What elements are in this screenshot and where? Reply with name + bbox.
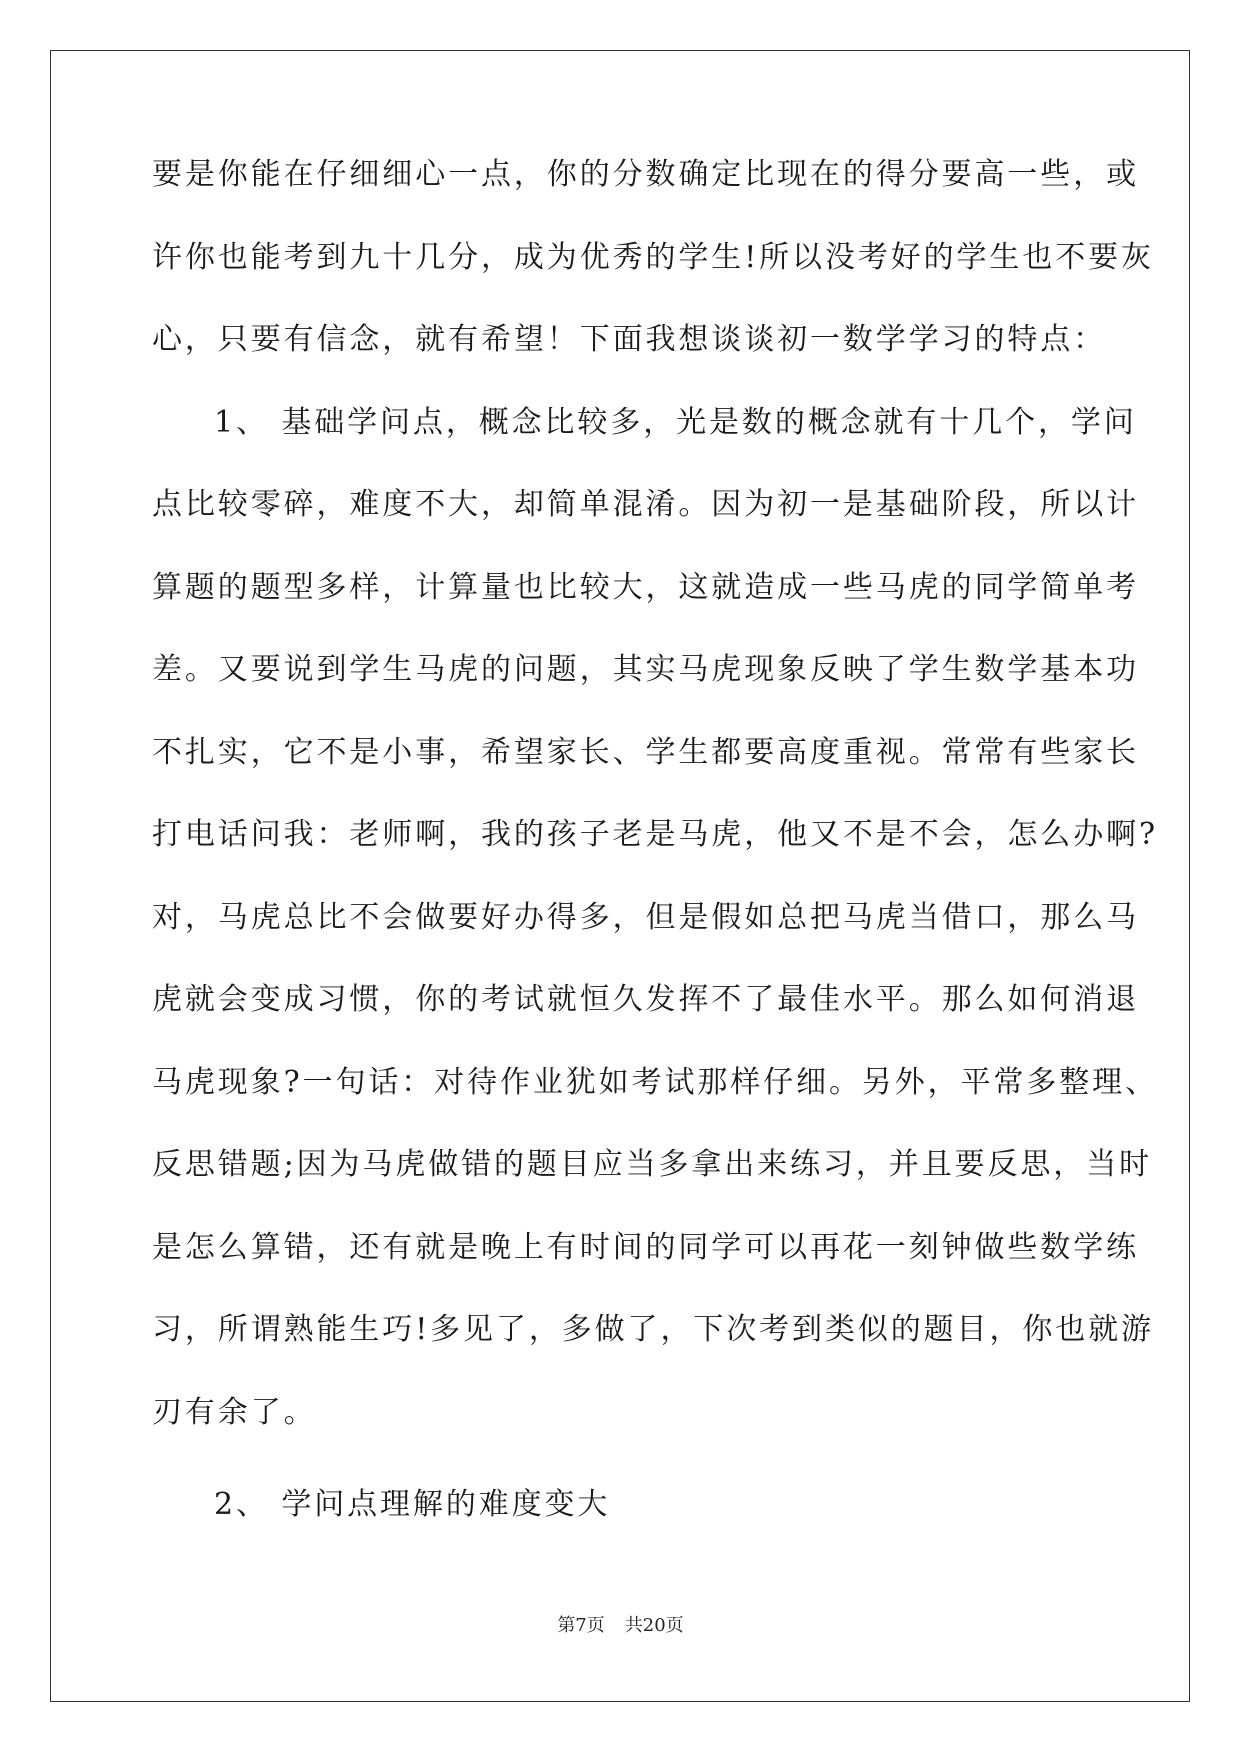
- text-line: 点比较零碎，难度不大，却简单混淆。因为初一是基础阶段，所以计: [152, 487, 1139, 522]
- text-line: 刃有余了。: [152, 1394, 317, 1430]
- text-line: 要是你能在仔细细心一点，你的分数确定比现在的得分要高一些，或: [152, 157, 1139, 192]
- list-item-2: 2、 学问点理解的难度变大: [214, 1487, 611, 1522]
- text-line: 马虎现象?一句话：对待作业犹如考试那样仔细。另外，平常多整理、: [152, 1064, 1158, 1100]
- list-item-1: 1、 基础学问点，概念比较多，光是数的概念就有十几个，学问: [214, 404, 1137, 440]
- page-total: 共20页: [624, 1615, 684, 1636]
- text-line: 是怎么算错，还有就是晚上有时间的同学可以再花一刻钟做些数学练: [152, 1229, 1139, 1265]
- text-line: 差。又要说到学生马虎的问题，其实马虎现象反映了学生数学基本功: [152, 652, 1139, 687]
- text-line: 不扎实，它不是小事，希望家长、学生都要高度重视。常常有些家长: [152, 734, 1139, 770]
- text-line: 算题的题型多样，计算量也比较大，这就造成一些马虎的同学简单考: [152, 569, 1139, 605]
- text-line: 许你也能考到九十几分，成为优秀的学生!所以没考好的学生也不要灰: [152, 239, 1154, 275]
- page-footer: [0, 1615, 1241, 1637]
- text-line: 习，所谓熟能生巧!多见了，多做了，下次考到类似的题目，你也就游: [152, 1312, 1154, 1347]
- page-number: 第7页: [557, 1615, 605, 1636]
- text-line: 心，只要有信念，就有希望！下面我想谈谈初一数学学习的特点：: [152, 322, 1107, 357]
- document-body: [152, 157, 1158, 1573]
- text-line: 反思错题;因为马虎做错的题目应当多拿出来练习，并且要反思，当时: [152, 1147, 1153, 1182]
- text-line: 对，马虎总比不会做要好办得多，但是假如总把马虎当借口，那么马: [152, 899, 1139, 935]
- text-line: 打电话问我：老师啊，我的孩子老是马虎，他又不是不会，怎么办啊?: [152, 817, 1158, 852]
- text-line: 虎就会变成习惯，你的考试就恒久发挥不了最佳水平。那么如何消退: [152, 982, 1139, 1017]
